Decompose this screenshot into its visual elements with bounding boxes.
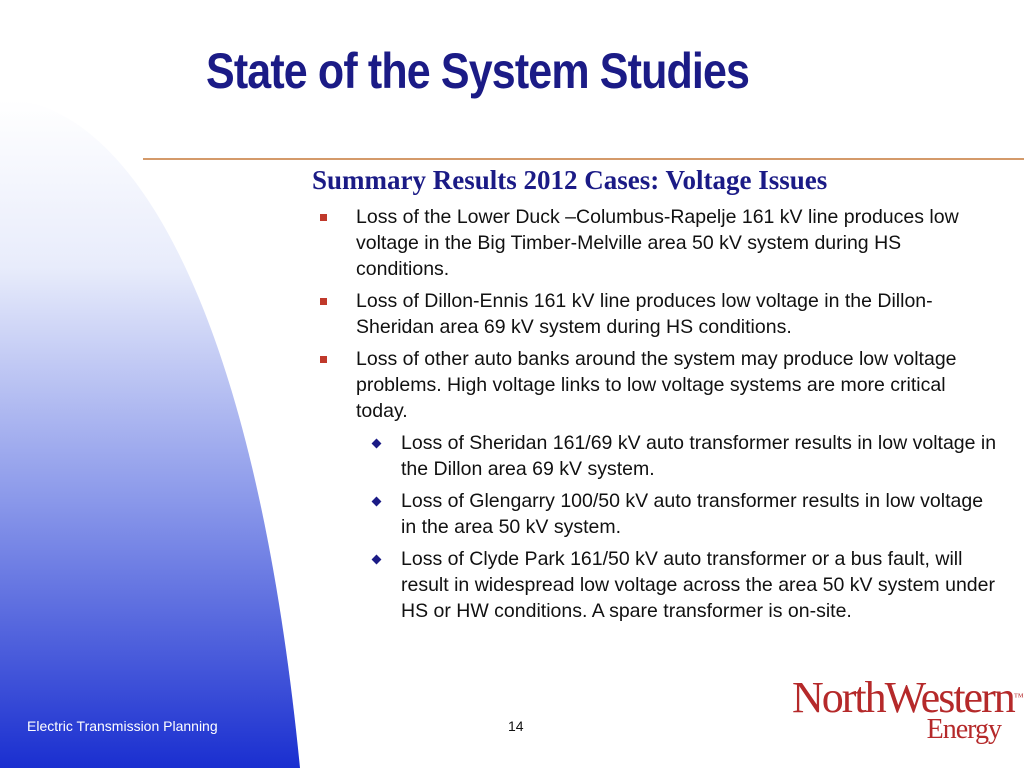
page-number: 14 [508,718,524,734]
logo-word-energy: Energy [926,714,1001,745]
sub-bullet-text: Loss of Glengarry 100/50 kV auto transformer results in low voltage in the area 50 kV system. [401,490,984,538]
square-bullet-icon [320,356,327,363]
bullet-item [318,288,986,340]
sub-bullet-item [318,546,1001,624]
bullet-item [318,204,986,282]
bullet-item [318,346,986,424]
footer-text: Electric Transmission Planning [27,718,218,734]
bullet-text: Loss of the Lower Duck –Columbus-Rapelje 161 kV line produces low voltage in the Big Timber-Melville area 50 kV system during HS conditions. [356,206,959,280]
slide-title: State of the System Studies [206,43,750,99]
diamond-bullet-icon [372,555,382,565]
bullet-list [318,204,1008,630]
diamond-bullet-icon [372,439,382,449]
bullet-text: Loss of other auto banks around the system may produce low voltage problems. High voltage links to low voltage systems are more critical today. [356,348,957,422]
logo-word-north: North [792,673,885,722]
slide-subtitle: Summary Results 2012 Cases: Voltage Issues [312,165,828,195]
northwestern-energy-logo [792,673,1024,746]
bullet-text: Loss of Dillon-Ennis 161 kV line produces low voltage in the Dillon-Sheridan area 69 kV system during HS conditions. [356,290,933,338]
sub-bullet-item [318,430,1001,482]
square-bullet-icon [320,298,327,305]
sub-bullet-item [318,488,1001,540]
trademark-icon: ™ [1013,692,1024,703]
logo-word-western: Western [884,673,1014,722]
diamond-bullet-icon [372,497,382,507]
title-divider [143,158,1024,160]
square-bullet-icon [320,214,327,221]
sub-bullet-text: Loss of Clyde Park 161/50 kV auto transformer or a bus fault, will result in widespread low voltage across the area 50 kV system under HS or HW conditions. A spare transformer is on-site. [401,548,995,622]
sub-bullet-text: Loss of Sheridan 161/69 kV auto transformer results in low voltage in the Dillon area 69 kV system. [401,432,997,480]
